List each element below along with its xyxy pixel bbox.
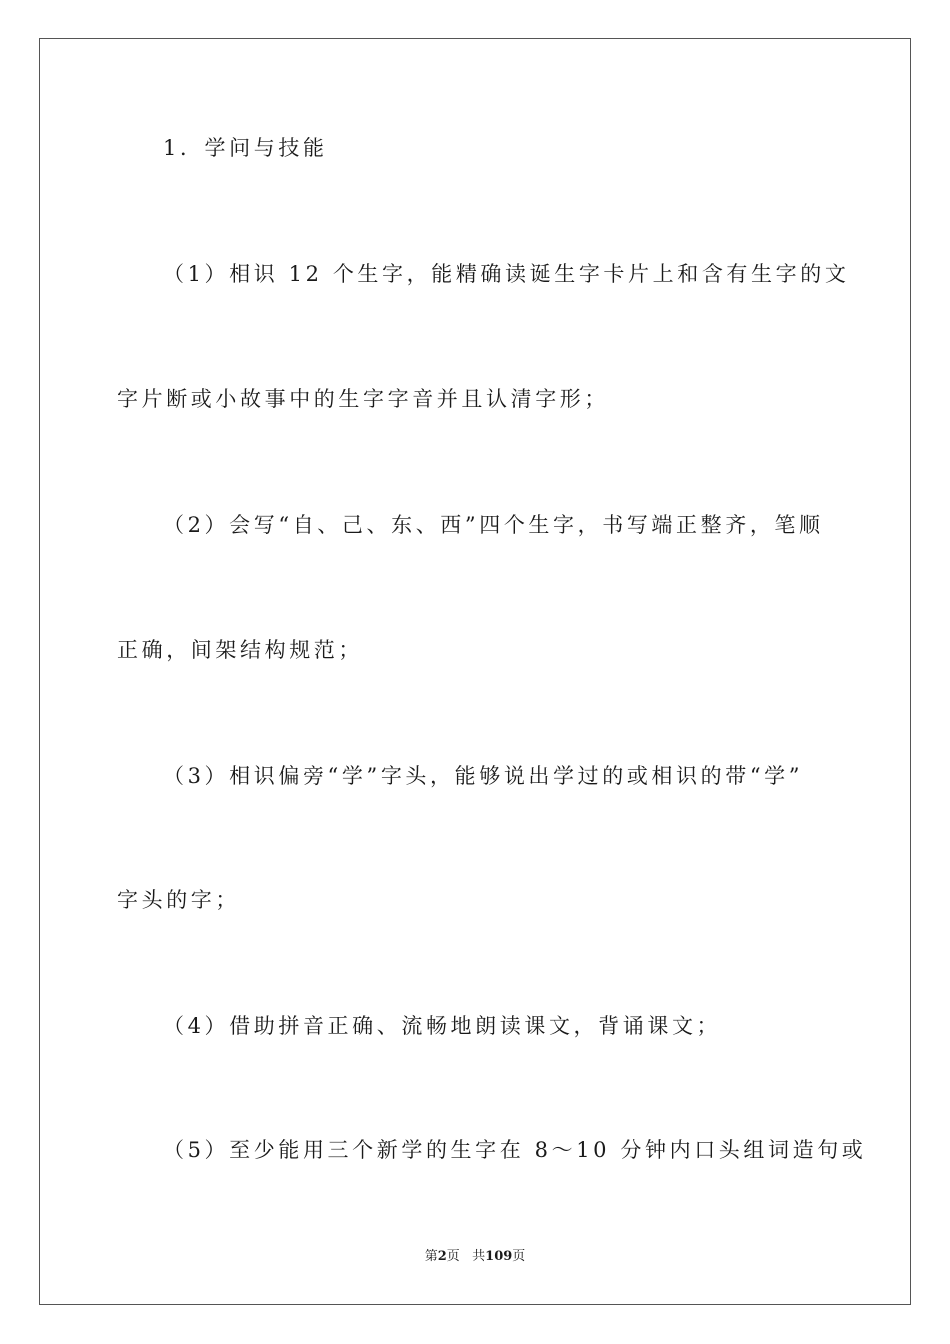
paragraph-line: （2）会写“自、己、东、西”四个生字，书写端正整齐，笔顺 [163, 513, 824, 537]
footer-total-suffix: 页 [512, 1249, 526, 1264]
footer-page-suffix: 页 共 [446, 1249, 486, 1264]
paragraph-line: 字片断或小故事中的生字字音并且认清字形； [117, 387, 609, 411]
footer-page-prefix: 第 [424, 1249, 438, 1264]
paragraph-line: （5）至少能用三个新学的生字在 8～10 分钟内口头组词造句或 [163, 1138, 867, 1162]
paragraph-line: （4）借助拼音正确、流畅地朗读课文，背诵课文； [163, 1014, 722, 1038]
footer-total-pages: 109 [485, 1249, 513, 1264]
footer-page-number: 2 [437, 1249, 447, 1264]
page-border [39, 38, 911, 1305]
section-heading: 1．学问与技能 [163, 136, 328, 160]
paragraph-line: （3）相识偏旁“学”字头，能够说出学过的或相识的带“学” [163, 764, 804, 788]
page-footer [0, 1248, 950, 1266]
paragraph-line: （1）相识 12 个生字，能精确读诞生字卡片上和含有生字的文 [163, 262, 850, 286]
paragraph-line: 正确，间架结构规范； [117, 638, 363, 662]
paragraph-line: 字头的字； [117, 888, 240, 912]
